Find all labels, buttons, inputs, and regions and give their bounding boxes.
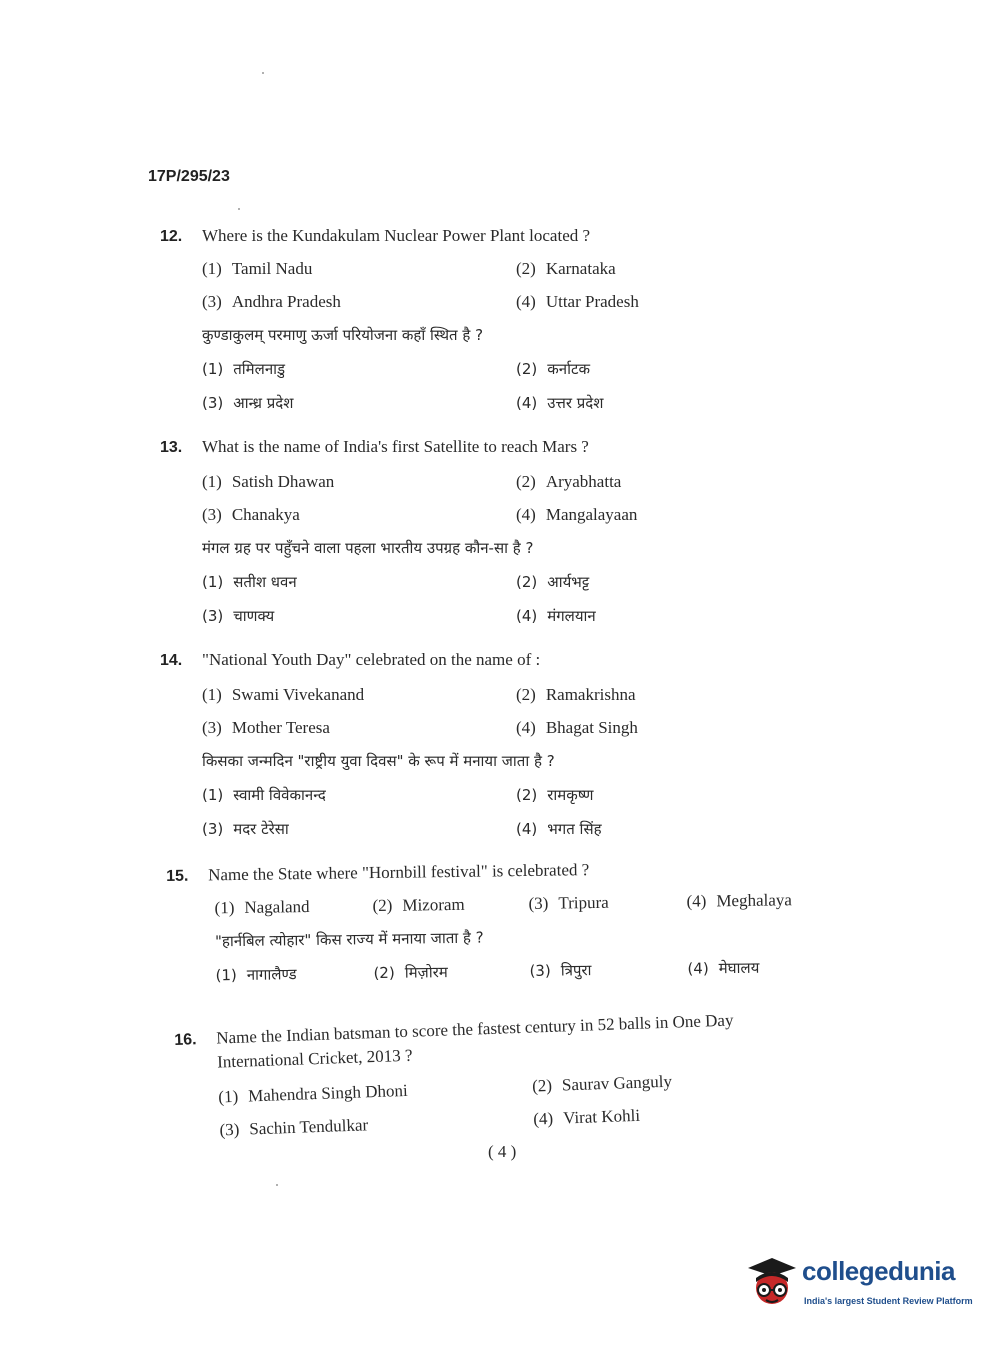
option-4: (4) Virat Kohli [532, 1105, 641, 1129]
option-2: (2) Karnataka [516, 259, 616, 278]
speck [276, 1184, 278, 1186]
option-3: (3) Tripura [528, 892, 609, 913]
option-4-hindi: (4) मंगलयान [516, 607, 596, 625]
option-4: (4) Bhagat Singh [516, 718, 638, 737]
options-english [202, 252, 840, 318]
option-4: (4) Meghalaya [686, 890, 793, 911]
option-2: (2) Saurav Ganguly [531, 1071, 673, 1096]
question-text-continued: International Cricket, 2013 ? [216, 1045, 413, 1072]
question-number: 12. [160, 228, 183, 245]
options-hindi [202, 352, 840, 420]
brand-logo [742, 1252, 972, 1316]
question-number: 13. [160, 439, 183, 456]
option-4-hindi: (4) उत्तर प्रदेश [516, 394, 604, 412]
question-text-hindi: मंगल ग्रह पर पहुँचने वाला पहला भारतीय उपग्रह कौन-सा है ? [202, 539, 534, 557]
question-14 [160, 650, 840, 846]
question-number: 15. [166, 867, 189, 885]
options-hindi [202, 778, 840, 846]
option-2-hindi: (2) रामकृष्ण [516, 786, 594, 804]
option-1-hindi: (1) नागालैण्ड [215, 965, 297, 985]
question-12 [160, 226, 840, 420]
option-3-hindi: (3) चाणक्य [202, 607, 275, 625]
option-2: (2) Mizoram [372, 894, 465, 916]
option-1: (1) Nagaland [214, 897, 310, 918]
option-1-hindi: (1) स्वामी विवेकानन्द [202, 786, 326, 804]
option-2-hindi: (2) मिज़ोरम [373, 963, 448, 983]
question-text-hindi: कुण्डाकुलम् परमाणु ऊर्जा परियोजना कहाँ स्थित है ? [202, 326, 484, 344]
option-3-hindi: (3) त्रिपुरा [529, 961, 592, 980]
question-text: Name the State where "Hornbill festival" is celebrated ? [207, 860, 590, 885]
option-3-hindi: (3) मदर टेरेसा [202, 820, 289, 838]
options-english [202, 678, 840, 744]
options-english [218, 1059, 848, 1147]
question-13 [160, 437, 840, 633]
option-2: (2) Ramakrishna [516, 685, 636, 704]
question-16 [174, 1007, 848, 1148]
question-number: 16. [174, 1031, 197, 1049]
question-text: What is the name of India's first Satellite to reach Mars ? [202, 437, 589, 456]
option-2-hindi: (2) आर्यभट्ट [516, 573, 590, 591]
option-1: (1) Swami Vivekanand [202, 685, 365, 704]
speck [238, 208, 240, 210]
option-3: (3) Sachin Tendulkar [219, 1115, 369, 1140]
page-number: ( 4 ) [488, 1142, 517, 1161]
options-english [202, 465, 840, 531]
option-4-hindi: (4) मेघालय [687, 958, 760, 978]
option-4: (4) Uttar Pradesh [516, 292, 639, 311]
option-4: (4) Mangalayaan [516, 505, 638, 524]
question-15 [166, 857, 848, 993]
speck [262, 72, 264, 74]
question-text-hindi: किसका जन्मदिन "राष्ट्रीय युवा दिवस" के रूप में मनाया जाता है ? [202, 752, 555, 770]
question-text: "National Youth Day" celebrated on the name of : [202, 650, 541, 669]
option-2: (2) Aryabhatta [516, 472, 622, 491]
option-1-hindi: (1) सतीश धवन [202, 573, 297, 591]
question-text: Where is the Kundakulam Nuclear Power Plant located ? [202, 226, 591, 245]
options-hindi [202, 565, 840, 633]
option-3: (3) Chanakya [202, 505, 300, 524]
question-text-hindi: "हार्नबिल त्योहार" किस राज्य में मनाया जाता है ? [214, 928, 484, 951]
option-3: (3) Andhra Pradesh [202, 292, 341, 311]
option-1: (1) Satish Dhawan [202, 472, 335, 491]
option-3-hindi: (3) आन्ध्र प्रदेश [202, 394, 294, 412]
paper-code: 17P/295/23 [148, 168, 230, 185]
option-2-hindi: (2) कर्नाटक [516, 360, 591, 378]
brand-tagline: India's largest Student Review Platform [804, 1296, 973, 1306]
mascot-icon [742, 1252, 800, 1314]
option-1: (1) Tamil Nadu [202, 259, 313, 278]
brand-name: collegedunia [802, 1256, 955, 1286]
question-text: Name the Indian batsman to score the fastest century in 52 balls in One Day [215, 1010, 734, 1048]
option-1: (1) Mahendra Singh Dhoni [218, 1080, 409, 1107]
option-1-hindi: (1) तमिलनाडु [202, 360, 286, 378]
option-4-hindi: (4) भगत सिंह [516, 820, 602, 838]
option-3: (3) Mother Teresa [202, 718, 330, 737]
question-number: 14. [160, 652, 183, 669]
